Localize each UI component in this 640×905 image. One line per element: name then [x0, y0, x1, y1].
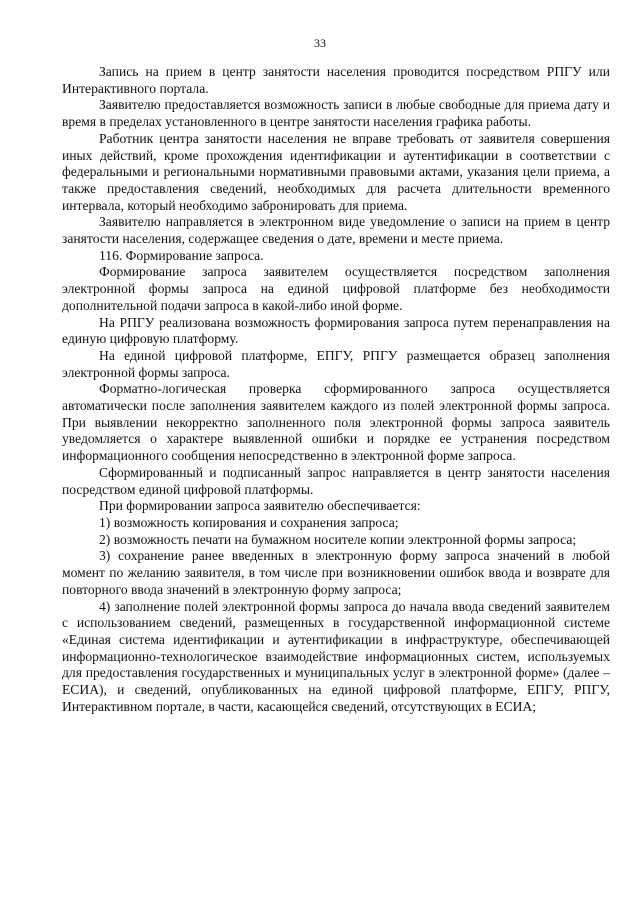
body-text: [62, 64, 610, 715]
paragraph: Работник центра занятости населения не вправе требовать от заявителя совершения иных действий, кроме прохождения идентификации и аутентификации в соответствии с федеральными и региональными нормативными правовыми актами, указания цели приема, а также предоставления сведений, необходимых для расчета длительности временного интервала, который необходимо забронировать для приема.: [62, 130, 610, 213]
paragraph: На единой цифровой платформе, ЕПГУ, РПГУ размещается образец заполнения электронной формы запроса.: [62, 347, 610, 380]
paragraph: Запись на прием в центр занятости населения проводится посредством РПГУ или Интерактивного портала.: [62, 64, 610, 96]
paragraph: При формировании запроса заявителю обеспечивается:: [99, 498, 421, 514]
list-item: 3) сохранение ранее введенных в электронную форму запроса значений в любой момент по желанию заявителя, в том числе при возникновении ошибок ввода и возврате для повторного ввода значений в электронную форму запроса;: [62, 548, 610, 597]
paragraph: Формирование запроса заявителем осуществляется посредством заполнения электронной формы запроса на единой цифровой платформе без необходимости дополнительной подачи запроса в какой-либо иной форме.: [62, 264, 610, 313]
list-item: 1) возможность копирования и сохранения запроса;: [99, 514, 399, 530]
paragraph: Заявителю предоставляется возможность записи в любые свободные для приема дату и время в пределах установленного в центре занятости населения графика работы.: [62, 97, 610, 130]
list-item: 2) возможность печати на бумажном носителе копии электронной формы запроса;: [99, 531, 577, 547]
section-heading: 116. Формирование запроса.: [99, 247, 264, 263]
page-number: 33: [314, 36, 326, 50]
paragraph: Сформированный и подписанный запрос направляется в центр занятости населения посредством единой цифровой платформы.: [62, 464, 610, 497]
paragraph: На РПГУ реализована возможность формирования запроса путем перенаправления на единую цифровую платформу.: [62, 314, 610, 347]
list-item: 4) заполнение полей электронной формы запроса до начала ввода сведений заявителем с использованием сведений, размещенных в государственной информационной системе «Единая система идентификации и аутентификации в инфраструктуре, обеспечивающей информационно-технологическое взаимодействие информационных систем, используемых для предоставления государственных и муниципальных услуг в электронной форме» (далее – ЕСИА), и сведений, опубликованных на единой цифровой платформе, ЕПГУ, РПГУ, Интерактивном портале, в части, касающейся сведений, отсутствующих в ЕСИА;: [62, 598, 610, 714]
paragraph: Форматно-логическая проверка сформированного запроса осуществляется автоматически после заполнения заявителем каждого из полей электронной формы запроса. При выявлении некорректно заполненного поля электронной формы запроса заявитель уведомляется о характере выявленной ошибки и порядке ее устранения посредством информационного сообщения непосредственно в электронной форме запроса.: [62, 381, 610, 464]
paragraph: Заявителю направляется в электронном виде уведомление о записи на прием в центр занятости населения, содержащее сведения о дате, времени и месте приема.: [62, 214, 610, 247]
